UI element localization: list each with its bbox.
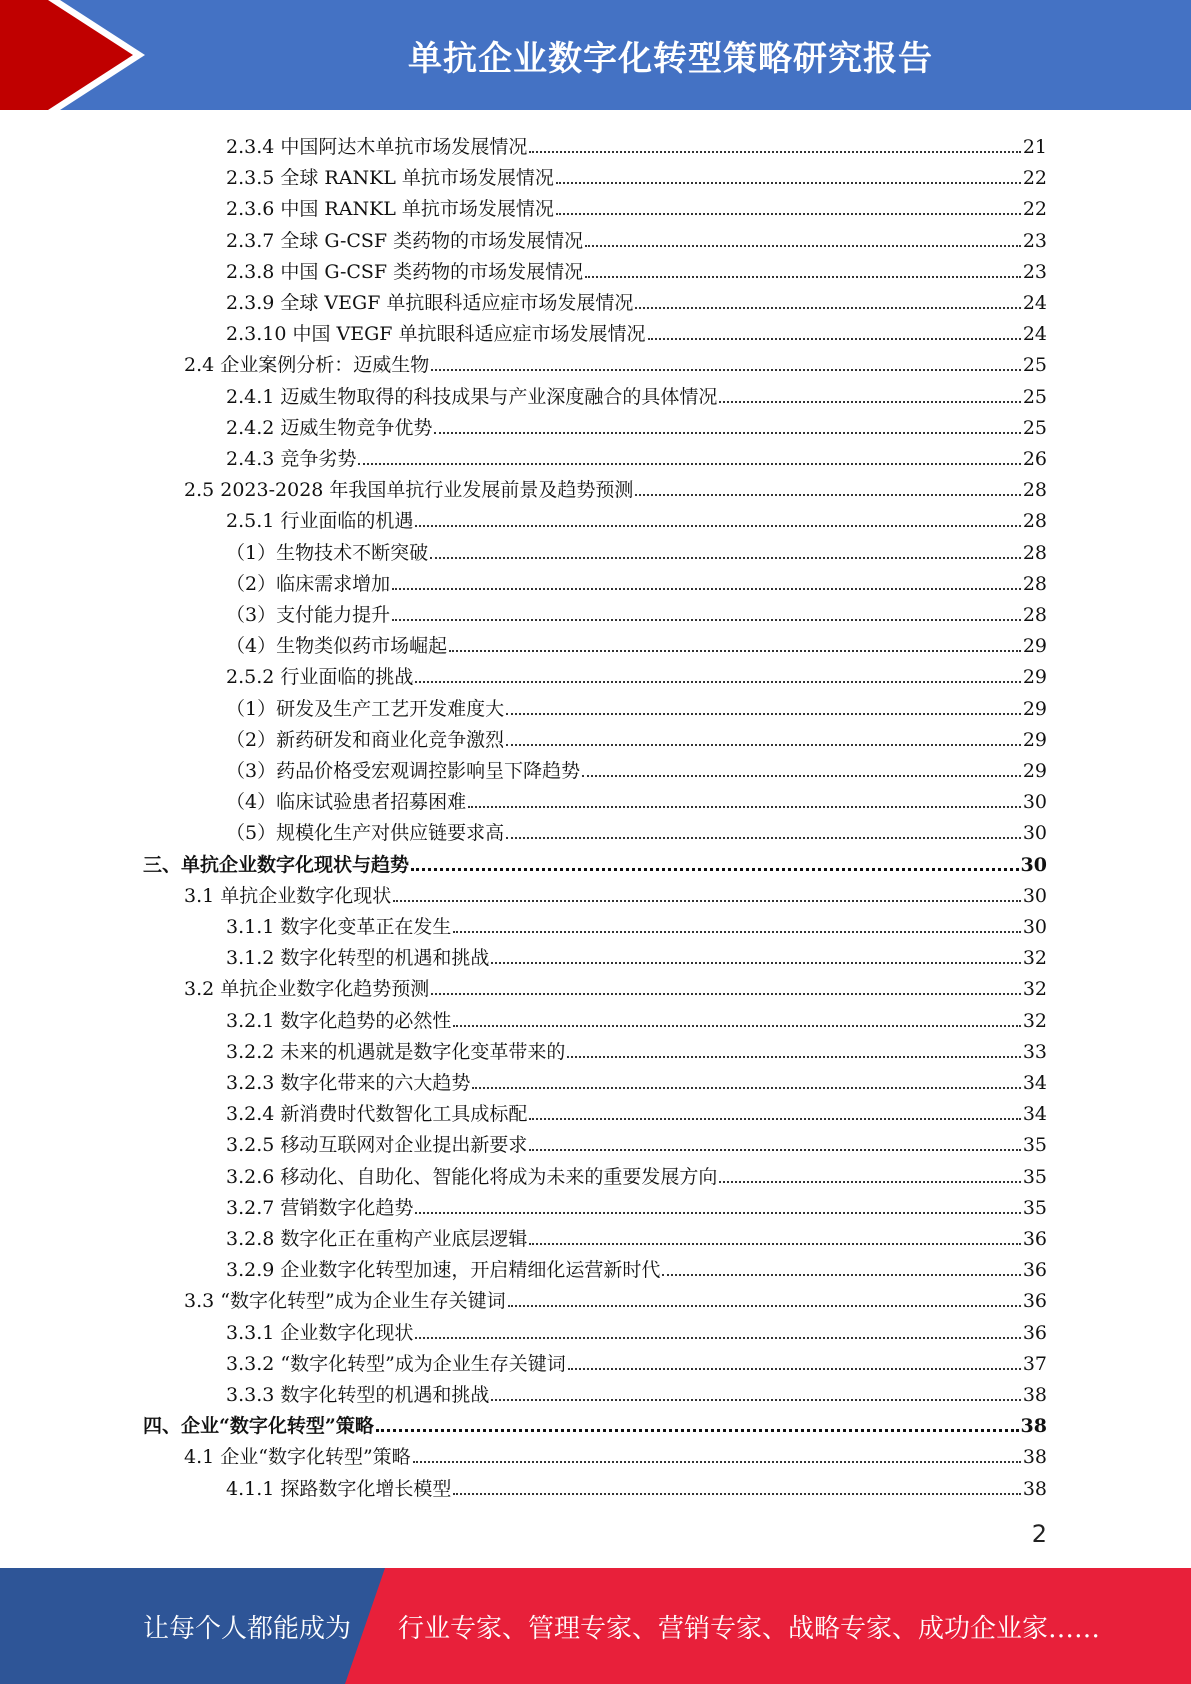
toc-entry[interactable] (226, 1157, 1047, 1188)
toc-entry[interactable] (226, 1344, 1047, 1375)
toc-entry[interactable] (226, 782, 1047, 813)
toc-leader-dots (431, 369, 1021, 371)
toc-entry-label: 2.3.8 中国 G-CSF 类药物的市场发展情况 (226, 260, 584, 283)
toc-leader-dots (491, 962, 1020, 964)
toc-entry-label: （1）研发及生产工艺开发难度大 (226, 697, 505, 720)
toc-entry[interactable] (226, 127, 1047, 158)
toc-entry-label: 3.3.1 企业数字化现状 (226, 1321, 414, 1344)
toc-entry-label: 2.3.7 全球 G-CSF 类药物的市场发展情况 (226, 229, 584, 252)
toc-entry[interactable] (226, 626, 1047, 657)
toc-leader-dots (568, 1368, 1021, 1370)
toc-entry[interactable] (226, 564, 1047, 595)
toc-entry[interactable] (226, 1032, 1047, 1063)
toc-entry-page: 29 (1022, 635, 1047, 658)
toc-entry[interactable] (226, 720, 1047, 751)
toc-entry-page: 35 (1022, 1134, 1047, 1157)
toc-entry-page: 28 (1022, 510, 1047, 533)
toc-entry-page: 38 (1022, 1477, 1047, 1500)
toc-entry[interactable] (184, 345, 1047, 376)
toc-entry[interactable] (143, 1406, 1047, 1437)
toc-entry-page: 36 (1022, 1290, 1047, 1313)
toc-entry-label: （5）规模化生产对供应链要求高 (226, 822, 505, 845)
toc-leader-dots (529, 1118, 1020, 1120)
toc-entry[interactable] (184, 876, 1047, 907)
toc-entry-label: （1）生物技术不断突破 (226, 541, 429, 564)
toc-entry[interactable] (226, 1219, 1047, 1250)
toc-entry-page: 24 (1022, 292, 1047, 314)
toc-leader-dots (506, 744, 1021, 746)
toc-entry[interactable] (226, 158, 1047, 189)
toc-leader-dots (468, 806, 1021, 808)
toc-entry-page: 25 (1022, 416, 1047, 439)
toc-leader-dots (415, 681, 1020, 683)
toc-entry-page: 29 (1022, 697, 1047, 720)
toc-entry[interactable] (226, 1063, 1047, 1094)
toc-leader-dots (648, 338, 1021, 340)
toc-entry-page: 24 (1022, 323, 1047, 346)
toc-leader-dots (529, 1149, 1020, 1151)
toc-entry-page: 25 (1022, 385, 1047, 408)
toc-entry-page: 29 (1022, 760, 1047, 782)
toc-entry-label: 3.2.4 新消费时代数智化工具成标配 (226, 1103, 528, 1126)
toc-leader-dots (491, 1399, 1020, 1401)
toc-leader-dots (413, 1461, 1021, 1463)
toc-entry-page: 34 (1022, 1072, 1047, 1094)
toc-entry-label: 2.5.2 行业面临的挑战 (226, 666, 414, 689)
toc-entry-page: 37 (1022, 1352, 1047, 1375)
toc-entry-label: 3.2 单抗企业数字化趋势预测 (184, 978, 430, 1001)
toc-entry-page: 21 (1022, 136, 1047, 158)
toc-entry-label: 3.2.1 数字化趋势的必然性 (226, 1009, 452, 1032)
toc-entry[interactable] (184, 470, 1047, 501)
toc-entry-page: 32 (1022, 1009, 1047, 1032)
toc-entry-label: 2.4.2 迈威生物竞争优势 (226, 416, 433, 439)
toc-entry-page: 22 (1022, 198, 1047, 221)
toc-entry-page: 35 (1022, 1196, 1047, 1219)
toc-entry-label: 3.2.8 数字化正在重构产业底层逻辑 (226, 1228, 528, 1250)
footer-slogan-left: 让每个人都能成为 (143, 1613, 352, 1644)
toc-entry-page: 32 (1022, 947, 1047, 970)
toc-entry[interactable] (226, 408, 1047, 439)
toc-entry-page: 33 (1022, 1040, 1047, 1063)
toc-entry-label: 3.2.3 数字化带来的六大趋势 (226, 1072, 471, 1094)
toc-entry-page: 28 (1022, 541, 1047, 564)
toc-leader-dots (567, 1056, 1020, 1058)
toc-entry[interactable] (226, 439, 1047, 470)
toc-entry-label: 3.2.9 企业数字化转型加速，开启精细化运营新时代 (226, 1259, 661, 1282)
toc-leader-dots (585, 276, 1021, 278)
toc-entry-page: 30 (1022, 916, 1047, 938)
toc-entry[interactable] (226, 1375, 1047, 1406)
toc-leader-dots (415, 1212, 1020, 1214)
toc-entry-label: （2）新药研发和商业化竞争激烈 (226, 728, 505, 751)
toc-entry-label: （3）支付能力提升 (226, 604, 391, 626)
toc-entry-label: 2.4 企业案例分析：迈威生物 (184, 354, 430, 377)
toc-entry-label: 三、单抗企业数字化现状与趋势 (143, 853, 410, 876)
toc-entry[interactable] (226, 1250, 1047, 1281)
toc-leader-dots (430, 557, 1021, 559)
toc-leader-dots (719, 1181, 1020, 1183)
toc-entry-page: 30 (1022, 791, 1047, 814)
page-header (0, 0, 1191, 110)
toc-entry-label: 3.2.5 移动互联网对企业提出新要求 (226, 1134, 528, 1157)
toc-entry[interactable] (184, 1437, 1047, 1468)
toc-entry-page: 25 (1022, 354, 1047, 377)
toc-leader-dots (393, 900, 1021, 902)
toc-entry-label: 2.3.5 全球 RANKL 单抗市场发展情况 (226, 167, 554, 190)
toc-leader-dots (529, 151, 1020, 153)
toc-entry-label: 3.1.1 数字化变革正在发生 (226, 916, 452, 938)
toc-leader-dots (434, 432, 1020, 434)
toc-entry-page: 38 (1020, 1415, 1047, 1438)
toc-entry[interactable] (226, 189, 1047, 220)
toc-leader-dots (415, 1337, 1020, 1339)
toc-leader-dots (582, 775, 1021, 777)
toc-entry[interactable] (226, 657, 1047, 688)
toc-leader-dots (453, 931, 1020, 933)
toc-entry-label: 3.2.7 营销数字化趋势 (226, 1196, 414, 1219)
toc-leader-dots (662, 1274, 1020, 1276)
toc-leader-dots (635, 494, 1020, 496)
toc-entry-page: 30 (1020, 853, 1047, 876)
toc-entry[interactable] (226, 907, 1047, 938)
toc-leader-dots (392, 619, 1021, 621)
toc-entry[interactable] (226, 1094, 1047, 1125)
red-chevron-icon (0, 0, 150, 110)
toc-entry[interactable] (184, 969, 1047, 1000)
toc-leader-dots (585, 245, 1021, 247)
report-title: 单抗企业数字化转型策略研究报告 (408, 38, 933, 79)
toc-entry[interactable] (226, 221, 1047, 252)
toc-entry-page: 30 (1022, 884, 1047, 907)
page-footer (0, 1568, 1191, 1684)
toc-entry-page: 28 (1022, 572, 1047, 595)
toc-entry-label: （4）临床试验患者招募困难 (226, 791, 467, 814)
toc-entry-page: 29 (1022, 728, 1047, 751)
toc-entry-label: 3.3 “数字化转型”成为企业生存关键词 (184, 1290, 506, 1313)
toc-leader-dots (719, 401, 1020, 403)
toc-entry-label: 3.1.2 数字化转型的机遇和挑战 (226, 947, 490, 970)
toc-leader-dots (529, 1243, 1020, 1245)
toc-leader-dots (376, 1429, 1019, 1432)
toc-entry-page: 28 (1022, 479, 1047, 502)
toc-entry-label: 2.3.10 中国 VEGF 单抗眼科适应症市场发展情况 (226, 323, 646, 346)
toc-entry[interactable] (226, 1001, 1047, 1032)
toc-leader-dots (635, 307, 1020, 309)
toc-entry-label: 2.3.4 中国阿达木单抗市场发展情况 (226, 136, 528, 158)
toc-entry-page: 29 (1022, 666, 1047, 689)
toc-entry-page: 22 (1022, 167, 1047, 190)
toc-entry-label: 4.1.1 探路数字化增长模型 (226, 1477, 452, 1500)
toc-entry-label: （3）药品价格受宏观调控影响呈下降趋势 (226, 760, 581, 782)
toc-entry-page: 36 (1022, 1228, 1047, 1250)
toc-entry[interactable] (226, 377, 1047, 408)
toc-leader-dots (506, 713, 1021, 715)
toc-entry-label: 3.3.3 数字化转型的机遇和挑战 (226, 1384, 490, 1406)
toc-leader-dots (506, 837, 1021, 839)
toc-leader-dots (358, 463, 1020, 465)
toc-entry[interactable] (226, 533, 1047, 564)
toc-entry[interactable] (226, 252, 1047, 283)
toc-entry-page: 26 (1022, 448, 1047, 470)
toc-entry-page: 28 (1022, 604, 1047, 626)
toc-entry-label: 2.5 2023-2028 年我国单抗行业发展前景及趋势预测 (184, 479, 634, 502)
toc-leader-dots (415, 525, 1020, 527)
toc-entry-label: （4）生物类似药市场崛起 (226, 635, 448, 658)
toc-leader-dots (472, 1087, 1020, 1089)
toc-entry[interactable] (226, 751, 1047, 782)
toc-entry-page: 23 (1022, 229, 1047, 252)
toc-entry[interactable] (226, 501, 1047, 532)
toc-entry-label: 3.1 单抗企业数字化现状 (184, 884, 392, 907)
toc-leader-dots (453, 1493, 1020, 1495)
toc-entry[interactable] (184, 1281, 1047, 1312)
toc-entry[interactable] (226, 938, 1047, 969)
toc-entry-label: 3.3.2 “数字化转型”成为企业生存关键词 (226, 1352, 566, 1375)
toc-leader-dots (449, 650, 1021, 652)
toc-leader-dots (431, 993, 1021, 995)
toc-entry[interactable] (226, 1125, 1047, 1156)
toc-entry[interactable] (226, 314, 1047, 345)
toc-entry[interactable] (143, 845, 1047, 876)
toc-entry-page: 36 (1022, 1321, 1047, 1344)
toc-entry[interactable] (226, 689, 1047, 720)
toc-entry-label: 2.4.1 迈威生物取得的科技成果与产业深度融合的具体情况 (226, 385, 718, 408)
toc-entry-label: 4.1 企业“数字化转型”策略 (184, 1446, 411, 1469)
toc-entry[interactable] (226, 813, 1047, 844)
toc-entry-page: 34 (1022, 1103, 1047, 1126)
toc-entry-label: 2.4.3 竞争劣势 (226, 448, 357, 470)
toc-entry-page: 32 (1022, 978, 1047, 1001)
toc-leader-dots (392, 588, 1021, 590)
toc-leader-dots (411, 868, 1019, 871)
toc-leader-dots (453, 1025, 1020, 1027)
toc-entry[interactable] (226, 1469, 1047, 1500)
page-number: 2 (1031, 1520, 1047, 1548)
toc-entry-label: 四、企业“数字化转型”策略 (143, 1415, 374, 1438)
toc-entry-label: 3.2.2 未来的机遇就是数字化变革带来的 (226, 1040, 566, 1063)
toc-entry-page: 38 (1022, 1384, 1047, 1406)
toc-entry[interactable] (226, 595, 1047, 626)
toc-entry-page: 38 (1022, 1446, 1047, 1469)
toc-entry-label: 3.2.6 移动化、自助化、智能化将成为未来的重要发展方向 (226, 1165, 718, 1188)
toc-entry[interactable] (226, 283, 1047, 314)
toc-entry-page: 36 (1022, 1259, 1047, 1282)
toc-entry[interactable] (226, 1188, 1047, 1219)
toc-entry-page: 35 (1022, 1165, 1047, 1188)
toc-entry-label: 2.5.1 行业面临的机遇 (226, 510, 414, 533)
toc-entry-page: 30 (1022, 822, 1047, 845)
toc-entry-label: （2）临床需求增加 (226, 572, 391, 595)
toc-entry-label: 2.3.6 中国 RANKL 单抗市场发展情况 (226, 198, 554, 221)
toc-entry[interactable] (226, 1313, 1047, 1344)
toc-leader-dots (556, 213, 1021, 215)
toc-entry-page: 23 (1022, 260, 1047, 283)
toc-entry-label: 2.3.9 全球 VEGF 单抗眼科适应症市场发展情况 (226, 292, 634, 314)
toc-leader-dots (556, 182, 1021, 184)
toc-leader-dots (508, 1305, 1021, 1307)
footer-slogan-right: 行业专家、管理专家、营销专家、战略专家、成功企业家…… (398, 1613, 1101, 1644)
